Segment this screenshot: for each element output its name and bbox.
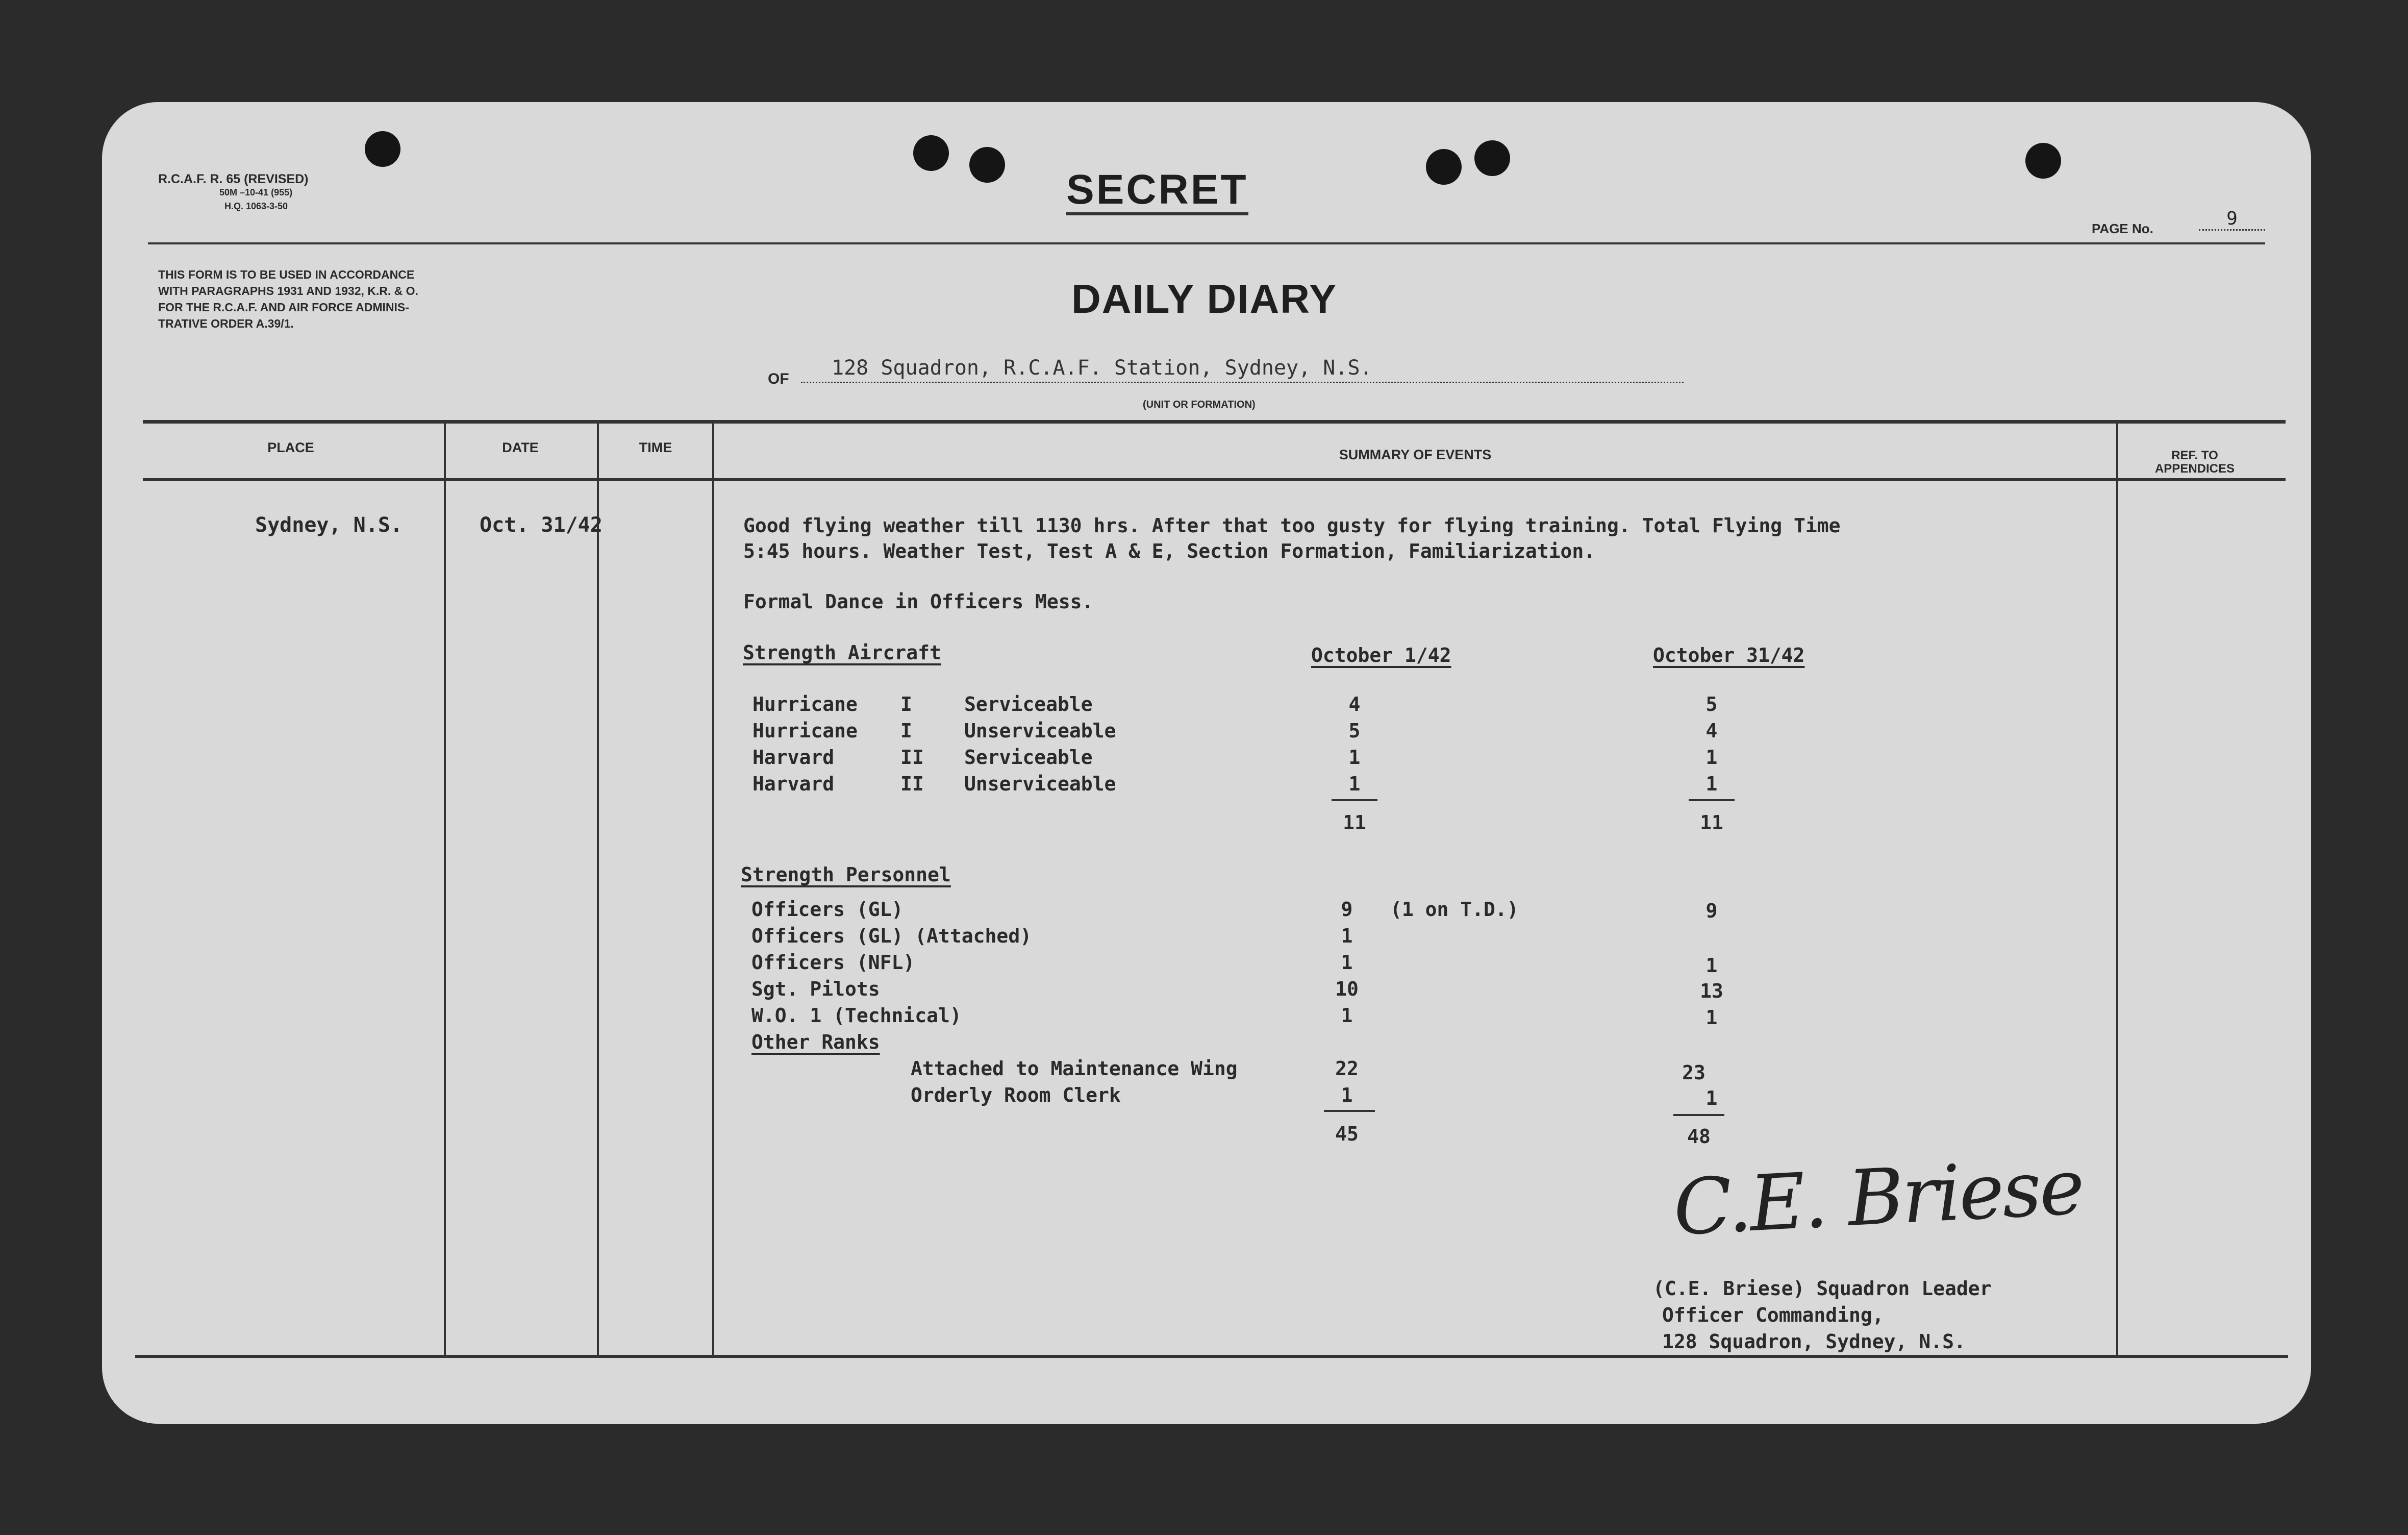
table-top-rule (143, 420, 2286, 424)
personnel-heading: Strength Personnel (741, 863, 951, 886)
summary-line: 5:45 hours. Weather Test, Test A & E, Section Formation, Familiarization. (743, 540, 1596, 562)
subtotal-rule (1324, 1110, 1375, 1112)
page-number-label: PAGE No. (2092, 221, 2153, 236)
other-ranks-heading: Other Ranks (751, 1031, 880, 1053)
column-header-date: DATE (502, 440, 539, 455)
unit-of-label: OF (768, 370, 789, 387)
column-header-place: PLACE (267, 440, 314, 455)
top-rule (148, 242, 2265, 244)
column-divider (2116, 424, 2118, 1355)
subtotal-rule (1673, 1114, 1724, 1116)
aircraft-total-oct1: 11 (1343, 811, 1366, 834)
column-header-time: TIME (639, 440, 672, 455)
entry-date: Oct. 31/42 (480, 513, 603, 537)
personnel-total-oct31: 48 (1687, 1125, 1711, 1148)
form-code-sub1: 50M –10-41 (955) (219, 187, 293, 197)
form-title: DAILY DIARY (1071, 276, 1338, 321)
punch-hole (1426, 149, 1462, 185)
table-header-rule (143, 478, 2286, 481)
subtotal-rule (1332, 799, 1377, 801)
column-divider (712, 424, 714, 1355)
column-header-ref: REF. TO APPENDICES (2154, 449, 2235, 476)
aircraft-heading: Strength Aircraft (743, 641, 941, 664)
summary-line: Good flying weather till 1130 hrs. After that too gusty for flying training. Total Flying Time (743, 514, 1841, 537)
form-instructions: THIS FORM IS TO BE USED IN ACCORDANCE WITH PARAGRAPHS 1931 AND 1932, K.R. & O. FOR THE R.C.A.F. AND AIR FORCE ADMINIS- TRATIVE ORDER A.39/1. (158, 268, 418, 330)
punch-hole (365, 131, 400, 167)
diary-form-card: R.C.A.F. R. 65 (REVISED) 50M –10-41 (955) H.Q. 1063-3-50 SECRET PAGE No. 9 THIS FORM IS TO BE USED IN ACCORDANCE WITH PARAGRAPHS 1931 AND 1932, K.R. & O. FOR THE R.C.A.F. AND AIR FORCE ADMINIS- TRATIVE ORDER A.39/1. DAILY DIARY OF 128 Squadron, R.C.A.F. Station, Sydney, N.S. (UNIT OR FORMATION) PLACE DATE TIME SUMMARY OF EVENTS REF. TO APPENDICES Sydney, N.S. Oct. 31/42 Good flying weather till 1130 hrs. After that too gusty for flying training. Total Flying Time 5:45 hours. Weather Test, Test A & E, Section Formation, Familiarization. Formal Dance in Officers Mess. Strength Aircraft October 1/42 October 31/42 Hurricane I Serviceable 4 5 Hurricane I Unserviceable 5 4 Harvard II Serviceable 1 1 Harvard II Unserviceable 1 1 11 11 Strength Personnel Officers (GL) 9 (1 on T.D.) 9 Officers (GL) (Attached) 1 Officers (NFL) 1 1 Sgt. Pilots 10 13 W.O. 1 (Technical) 1 1 Other Ranks Attached to Maintenance Wing 22 23 Orderly Room Clerk 1 1 45 48 C.E. Briese (C.E. Briese) Squadron Leader Officer Commanding, 128 Squadron, Sydney, N.S. (102, 102, 2311, 1424)
personnel-total-oct1: 45 (1335, 1123, 1359, 1145)
unit-caption: (UNIT OR FORMATION) (1143, 399, 1256, 410)
punch-hole (969, 147, 1005, 183)
dance-note: Formal Dance in Officers Mess. (743, 590, 1094, 613)
punch-hole (2025, 143, 2061, 179)
form-code-sub2: H.Q. 1063-3-50 (224, 201, 288, 211)
classification-stamp: SECRET (1066, 167, 1248, 215)
unit-name: 128 Squadron, R.C.A.F. Station, Sydney, N.S. (801, 354, 1684, 383)
table-bottom-rule (135, 1355, 2288, 1358)
handwritten-signature: C.E. Briese (1671, 1143, 2085, 1253)
column-header-summary: SUMMARY OF EVENTS (1339, 447, 1492, 462)
entry-place: Sydney, N.S. (255, 513, 403, 537)
signature-block-line: (C.E. Briese) Squadron Leader (1653, 1277, 1992, 1300)
aircraft-total-oct31: 11 (1700, 811, 1723, 834)
page-number: 9 (2199, 208, 2265, 231)
signature-block-line: Officer Commanding, (1662, 1304, 1884, 1326)
form-code: R.C.A.F. R. 65 (REVISED) (158, 172, 309, 186)
column-divider (597, 424, 599, 1355)
signature-block-line: 128 Squadron, Sydney, N.S. (1662, 1330, 1966, 1353)
aircraft-col-oct31: October 31/42 (1653, 644, 1805, 666)
punch-hole (1474, 140, 1510, 176)
punch-hole (913, 135, 949, 171)
subtotal-rule (1689, 799, 1735, 801)
aircraft-col-oct1: October 1/42 (1311, 644, 1451, 666)
column-divider (444, 424, 446, 1355)
